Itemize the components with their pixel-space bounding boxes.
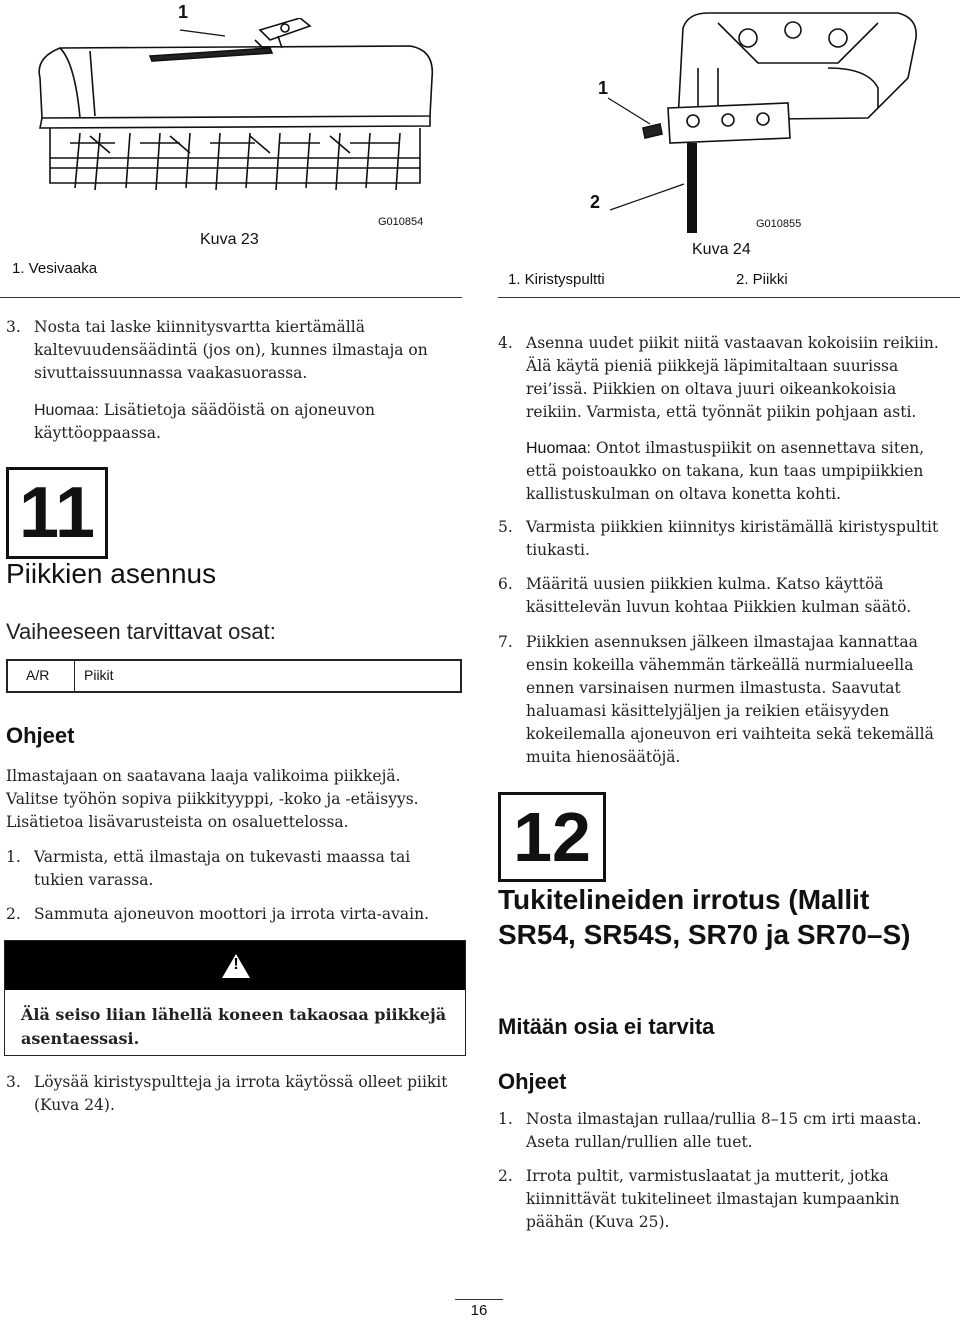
step-7 xyxy=(498,631,954,771)
intro-paragraph: Ilmastajaan on saatavana laaja valikoima piikkejä. Valitse työhön sopiva piikkityyppi, -koko ja -etäisyys. Lisätietoa lisävarusteista on osaluettelossa. xyxy=(6,767,419,831)
callout-2-leader xyxy=(608,180,688,216)
warning-text: Älä seiso liian lähellä koneen takaosaa piikkejä asentaessasi. xyxy=(21,1005,447,1048)
figure-24-legend-1: 1. Kiristyspultti xyxy=(508,271,605,288)
parts-heading: Vaiheeseen tarvittavat osat: xyxy=(6,619,276,644)
instructions-heading: Ohjeet xyxy=(6,723,75,748)
page-number: 16 xyxy=(470,1302,488,1319)
step-2 xyxy=(6,903,456,927)
step-text: Nosta tai laske kiinnitysvartta kiertämällä kaltevuudensäädintä (jos on), kunnes ilmastaja on sivuttaissuunnassa vaakasuorassa. xyxy=(34,318,428,382)
note-label: Huomaa: xyxy=(34,402,99,419)
aerator-vesivaaka-illustration xyxy=(20,18,440,203)
step-3b xyxy=(6,1071,456,1119)
figure-23 xyxy=(0,0,462,296)
note-2 xyxy=(526,437,956,506)
figure-24-divider xyxy=(498,297,960,298)
warning-symbol: ! xyxy=(233,956,239,973)
step-text: Varmista piikkien kiinnitys kiristämällä kiristyspultit tiukasti. xyxy=(526,518,939,559)
note-text: Ontot ilmastuspiikit on asennettava siten, että poistoaukko on takana, kun taas umpipiikkien kallistuskulman on oltava konetta kohti. xyxy=(526,439,925,503)
step-number: 2. xyxy=(498,1167,513,1185)
parts-name: Piikit xyxy=(84,667,114,683)
step-6 xyxy=(498,573,954,621)
note-text: Lisätietoja säädöistä on ajoneuvon käyttöoppaassa. xyxy=(34,401,376,442)
step-number: 1. xyxy=(6,848,21,866)
section-12-number: 12 xyxy=(498,792,606,882)
figure-23-code: G010854 xyxy=(378,216,424,228)
figure-24 xyxy=(498,0,960,296)
step-5 xyxy=(498,516,954,564)
figure-23-caption: Kuva 23 xyxy=(200,231,259,248)
step-2-right xyxy=(498,1165,954,1237)
note-1 xyxy=(34,399,454,445)
figure-23-legend: 1. Vesivaaka xyxy=(12,260,98,277)
parts-table-divider xyxy=(74,661,75,691)
step-number: 6. xyxy=(498,575,513,593)
step-text: Määritä uusien piikkien kulma. Katso käyttöä käsittelevän luvun kohtaa Piikkien kulman säätö. xyxy=(526,575,912,616)
step-text: Varmista, että ilmastaja on tukevasti maassa tai tukien varassa. xyxy=(34,848,411,889)
parts-qty: A/R xyxy=(26,667,50,683)
callout-1-leader xyxy=(606,96,656,128)
step-text: Irrota pultit, varmistuslaatat ja mutterit, jotka kiinnittävät tukitelineet ilmastajan kumpaankin päähän (Kuva 25). xyxy=(526,1167,900,1231)
instructions-heading-2: Ohjeet xyxy=(498,1069,567,1094)
section-11-number: 11 xyxy=(6,467,108,559)
step-3 xyxy=(6,316,456,386)
figure-24-code: G010855 xyxy=(756,218,802,230)
step-text: Löysää kiristyspultteja ja irrota käytössä olleet piikit (Kuva 24). xyxy=(34,1073,448,1114)
figure-24-callout-1: 1 xyxy=(598,78,609,98)
step-text: Piikkien asennuksen jälkeen ilmastajaa kannattaa ensin kokeilla vähemmän tärkeällä nurmialueella ennen varsinaisen nurmen ilmastusta. Saavutat haluamasi käsittelyjäljen ja reikien etäisyyden kokeilemalla ajoneuvon eri vaihteita sekä tekemällä muita hienosäätöjä. xyxy=(526,633,934,766)
figure-24-legend-2: 2. Piikki xyxy=(736,271,788,288)
figure-24-callout-2: 2 xyxy=(590,192,601,212)
step-number: 1. xyxy=(498,1110,513,1128)
warning-box xyxy=(4,940,466,1056)
parts-heading-2: Mitään osia ei tarvita xyxy=(498,1014,715,1039)
step-number: 4. xyxy=(498,334,513,352)
step-text: Asenna uudet piikit niitä vastaavan kokoisiin reikiin. Älä käytä pieniä piikkejä läpimitaltaan suurissa rei’issä. Piikkien on oltava juuri oikeankokoisia reikiin. Varmista, että työnnät piikin pohjaan asti. xyxy=(526,334,939,421)
step-4 xyxy=(498,332,954,424)
step-1-right xyxy=(498,1108,954,1156)
figure-23-divider xyxy=(0,297,462,298)
figure-24-caption: Kuva 24 xyxy=(692,241,751,258)
step-1 xyxy=(6,846,456,894)
step-text: Sammuta ajoneuvon moottori ja irrota virta-avain. xyxy=(34,905,430,923)
step-number: 7. xyxy=(498,633,513,651)
figure-23-callout: 1 xyxy=(178,2,189,22)
page-number-rule xyxy=(455,1299,503,1300)
step-number: 3. xyxy=(6,318,21,336)
step-number: 3. xyxy=(6,1073,21,1091)
section-11-title: Piikkien asennus xyxy=(6,558,217,589)
step-text: Nosta ilmastajan rullaa/rullia 8–15 cm irti maasta. Aseta rullan/rullien alle tuet. xyxy=(526,1110,922,1151)
parts-table xyxy=(6,659,462,693)
step-number: 5. xyxy=(498,518,513,536)
section-12-title: Tukitelineiden irrotus (Mallit SR54, SR54S, SR70 ja SR70–S) xyxy=(498,884,911,950)
step-number: 2. xyxy=(6,905,21,923)
note-label: Huomaa: xyxy=(526,440,591,457)
